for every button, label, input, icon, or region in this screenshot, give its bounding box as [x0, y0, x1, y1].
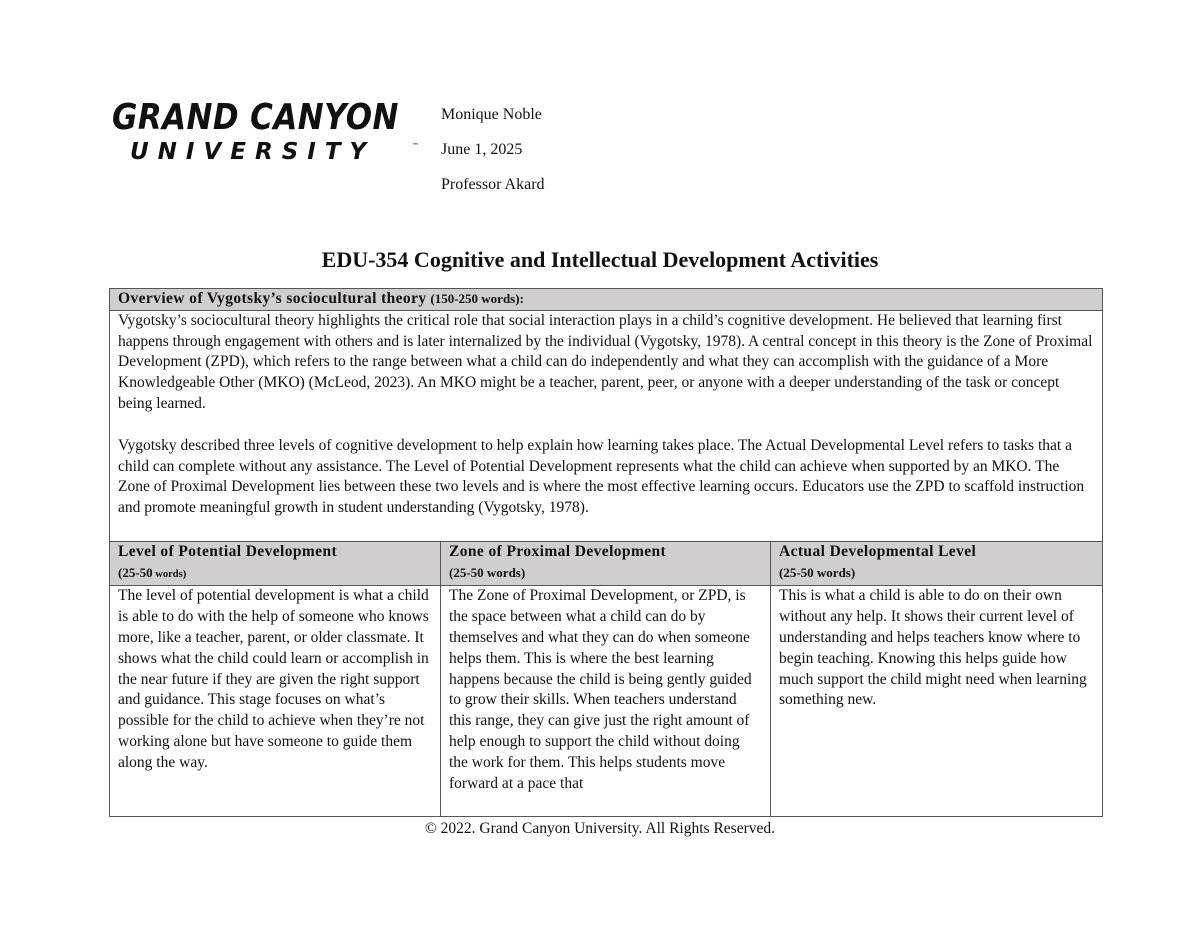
actual-word-limit: (25-50 words) — [779, 564, 856, 580]
overview-body-cell — [110, 310, 1103, 541]
zpd-header-cell — [441, 541, 771, 586]
potential-body-cell — [110, 586, 441, 817]
potential-word-limit: (25-50 words) — [118, 564, 187, 580]
logo-text-grand-canyon: GRAND CANYON — [112, 97, 399, 138]
submission-date: June 1, 2025 — [441, 141, 523, 158]
actual-body-cell — [771, 586, 1103, 817]
activity-table — [109, 288, 1103, 817]
overview-body-row — [110, 310, 1103, 541]
logo-text-university: UNIVERSITY — [130, 139, 376, 165]
document-title: EDU-354 Cognitive and Intellectual Development Activities — [321, 247, 879, 272]
zpd-body-text: The Zone of Proximal Development, or ZPD, is the space between what a child can do by themselves and what they can do when someone helps them. This is where the best learning happens because the child is being gently guided to grow their skills. When teachers understand this range, they can give just the right amount of help enough to support the child without doing the work for them. This helps students move forward at a pace that — [449, 587, 752, 792]
actual-header-cell — [771, 541, 1103, 586]
overview-word-limit: (150-250 words): — [430, 291, 524, 306]
overview-header-cell — [110, 289, 1103, 311]
logo-trademark: ™ — [412, 142, 419, 150]
potential-heading: Level of Potential Development — [118, 542, 338, 560]
student-info — [441, 97, 545, 202]
actual-heading: Actual Developmental Level — [779, 542, 977, 560]
overview-paragraph-1: Vygotsky’s sociocultural theory highlights the critical role that social interaction plays in a child’s cognitive development. He believed that learning first happens through engagement with others and is later internalized by the individual (Vygotsky, 1978). A central concept in this theory is the Zone of Proximal Development (ZPD), which refers to the range between what a child can do independently and what they can accomplish with the guidance of a More Knowledgeable Other (MKO) (McLeod, 2023). An MKO might be a teacher, parent, peer, or anyone with a deeper understanding of the task or concept being learned. — [118, 311, 1093, 412]
overview-header-row — [110, 289, 1103, 311]
overview-heading: Overview of Vygotsky’s sociocultural theory — [118, 290, 427, 307]
copyright-footer: © 2022. Grand Canyon University. All Rights Reserved. — [424, 820, 775, 837]
zpd-heading: Zone of Proximal Development — [449, 542, 667, 560]
actual-body-text: This is what a child is able to do on their own without any help. It shows their current level of understanding and helps teachers know where to begin teaching. Knowing this helps guide how much support the child might need when learning something new. — [779, 587, 1087, 709]
zpd-word-limit: (25-50 words) — [449, 564, 526, 580]
university-logo — [112, 98, 427, 168]
professor-name: Professor Akard — [441, 176, 545, 193]
levels-header-row — [110, 541, 1103, 586]
overview-paragraph-2: Vygotsky described three levels of cognitive development to help explain how learning takes place. The Actual Developmental Level refers to tasks that a child can complete without any assistance. The Level of Potential Development represents what the child can achieve when supported by an MKO. The Zone of Proximal Development lies between these two levels and is where the most effective learning occurs. Educators use the ZPD to scaffold instruction and promote meaningful growth in student understanding (Vygotsky, 1978). — [118, 436, 1085, 517]
student-name: Monique Noble — [441, 106, 542, 123]
levels-body-row — [110, 586, 1103, 817]
potential-body-text: The level of potential development is what a child is able to do with the help of someone who knows more, like a teacher, parent, or older classmate. It shows what the child could learn or accomplish in the near future if they are given the right support and guidance. This stage focuses on what’s possible for the child to achieve when they’re not working alone but have someone to guide them along the way. — [118, 587, 429, 771]
potential-header-cell — [110, 541, 441, 586]
zpd-body-cell — [441, 586, 771, 817]
